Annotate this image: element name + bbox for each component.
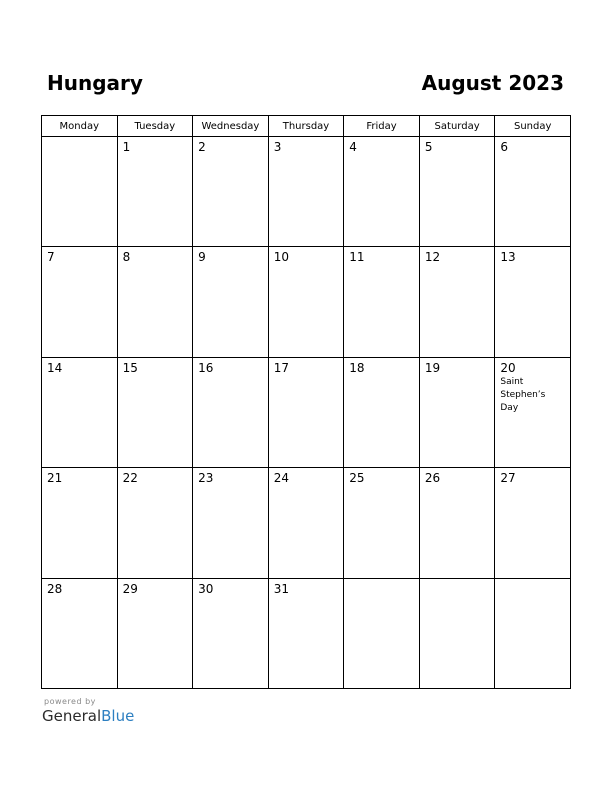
week-row — [42, 578, 571, 688]
calendar-grid — [41, 115, 571, 689]
day-cell — [193, 468, 269, 578]
day-cell — [117, 137, 193, 247]
day-cell — [268, 137, 344, 247]
day-number: 1 — [122, 140, 131, 154]
day-number: 30 — [198, 581, 214, 596]
day-number: 15 — [122, 360, 138, 375]
day-cell — [42, 468, 118, 578]
powered-by-label: powered by — [44, 697, 96, 706]
day-cell — [495, 357, 571, 467]
day-cell — [117, 578, 193, 688]
week-row — [42, 137, 571, 247]
day-number: 26 — [424, 471, 441, 486]
day-number: 9 — [198, 250, 206, 265]
weekday-header-friday: Friday — [344, 116, 420, 137]
day-cell — [193, 357, 269, 467]
day-number: 20 — [500, 360, 516, 375]
day-cell — [344, 357, 420, 467]
day-number: 27 — [500, 471, 516, 486]
day-number: 6 — [500, 140, 509, 154]
day-cell — [42, 357, 118, 467]
day-cell — [117, 357, 193, 467]
day-cell — [268, 468, 344, 578]
calendar-month-title: August 2023 — [421, 71, 564, 95]
day-cell — [344, 468, 420, 578]
day-number: 11 — [349, 250, 365, 265]
day-cell — [495, 468, 571, 578]
weekday-header-monday: Monday — [42, 116, 118, 137]
calendar-country-title: Hungary — [47, 71, 143, 95]
day-number: 2 — [198, 140, 206, 154]
day-cell — [117, 468, 193, 578]
generalblue-logo[interactable] — [42, 707, 134, 725]
day-cell — [344, 578, 420, 688]
day-cell — [193, 137, 269, 247]
day-cell — [419, 137, 495, 247]
day-cell — [344, 247, 420, 357]
day-cell — [495, 137, 571, 247]
weekday-header-tuesday: Tuesday — [117, 116, 193, 137]
week-row — [42, 357, 571, 467]
footer-branding — [42, 697, 134, 725]
holiday-label-line: Saint — [500, 376, 524, 387]
day-number: 4 — [349, 140, 357, 154]
day-cell — [268, 247, 344, 357]
week-row — [42, 468, 571, 578]
day-cell — [495, 578, 571, 688]
day-number: 21 — [47, 471, 63, 486]
day-number: 31 — [273, 581, 289, 596]
day-number: 23 — [198, 471, 214, 486]
day-cell — [42, 578, 118, 688]
day-number: 5 — [424, 140, 433, 154]
day-cell — [268, 357, 344, 467]
day-number — [344, 579, 419, 582]
day-number: 24 — [273, 471, 289, 486]
weekday-header-thursday: Thursday — [268, 116, 344, 137]
day-cell — [42, 137, 118, 247]
day-number: 19 — [424, 360, 441, 375]
day-number: 14 — [47, 360, 63, 375]
day-number: 3 — [273, 140, 282, 154]
day-cell — [419, 247, 495, 357]
day-number: 28 — [47, 581, 63, 596]
day-cell — [419, 357, 495, 467]
weekday-header-sunday: Sunday — [495, 116, 571, 137]
holiday-label-line: Day — [500, 402, 519, 413]
day-cell — [193, 578, 269, 688]
weekday-header-row — [42, 116, 571, 137]
logo-text-blue: Blue — [101, 707, 135, 725]
day-number: 16 — [198, 360, 214, 375]
week-row — [42, 247, 571, 357]
day-number: 25 — [349, 471, 365, 486]
day-cell — [268, 578, 344, 688]
day-cell — [419, 468, 495, 578]
day-number: 8 — [122, 250, 131, 265]
day-cell — [495, 247, 571, 357]
day-number — [420, 579, 495, 582]
weekday-header-wednesday: Wednesday — [193, 116, 269, 137]
day-number: 22 — [122, 471, 138, 486]
holiday-label — [495, 375, 570, 415]
day-number — [495, 579, 570, 582]
day-number — [42, 137, 117, 140]
day-cell — [117, 247, 193, 357]
weekday-header-saturday: Saturday — [419, 116, 495, 137]
day-number: 29 — [122, 581, 138, 596]
day-number: 17 — [273, 360, 289, 375]
day-number: 12 — [424, 250, 441, 265]
day-number: 7 — [47, 250, 55, 265]
day-cell — [42, 247, 118, 357]
holiday-label-line: Stephen’s — [500, 389, 546, 400]
day-cell — [193, 247, 269, 357]
logo-text-general: General — [42, 707, 102, 725]
day-cell — [344, 137, 420, 247]
day-number: 10 — [273, 250, 289, 265]
day-number: 18 — [349, 360, 365, 375]
day-cell — [419, 578, 495, 688]
day-number: 13 — [500, 250, 516, 265]
